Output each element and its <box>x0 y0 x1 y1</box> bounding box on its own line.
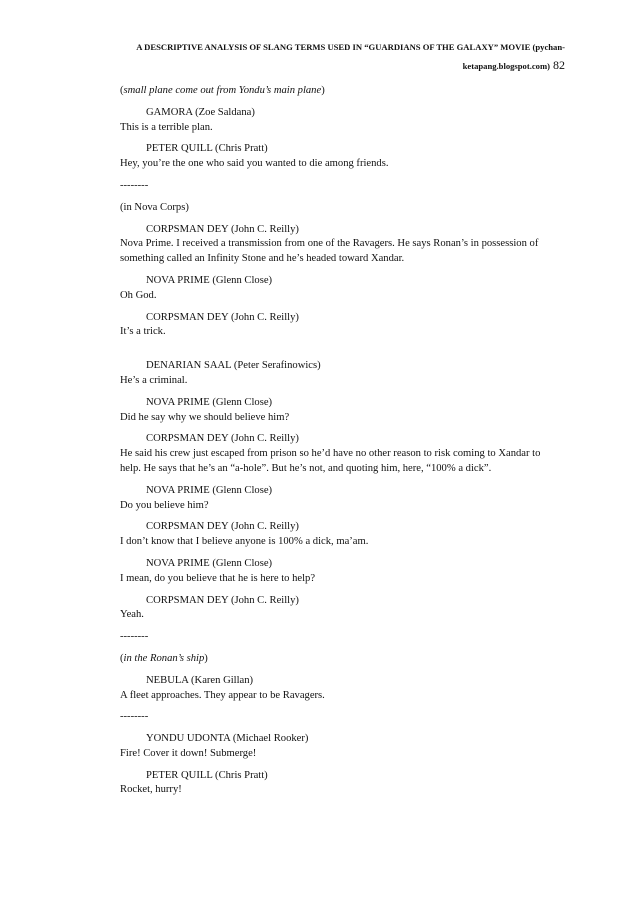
dialogue-block <box>120 674 550 704</box>
speaker-name: NOVA PRIME (Glenn Close) <box>146 484 273 496</box>
stage-direction: in the Ronan’s ship <box>123 652 205 664</box>
dialogue-block <box>120 769 550 799</box>
speaker-name: CORPSMAN DEY (John C. Reilly) <box>146 223 299 235</box>
dialogue-block <box>120 396 550 426</box>
direction-open: ( <box>120 85 124 96</box>
dialogue-block <box>120 223 550 267</box>
speaker-name: NOVA PRIME (Glenn Close) <box>146 274 273 286</box>
page-number: 82 <box>553 58 565 72</box>
stage-direction: small plane come out from Yondu’s main plane <box>123 85 322 96</box>
dialogue-block <box>120 311 550 341</box>
dialogue-block <box>120 557 550 587</box>
speaker-name: DENARIAN SAAL (Peter Serafinowics) <box>146 360 321 372</box>
header-title-line1: A DESCRIPTIVE ANALYSIS OF SLANG TERMS USED IN “GUARDIANS OF THE GALAXY” MOVIE (pychan- <box>136 42 565 52</box>
dialogue-line: A fleet approaches. They appear to be Ravagers. <box>120 689 325 701</box>
dialogue-block <box>120 432 550 476</box>
dialogue-line: Hey, you’re the one who said you wanted to die among friends. <box>120 158 389 170</box>
speaker-name: NOVA PRIME (Glenn Close) <box>146 396 273 408</box>
speaker-name: CORPSMAN DEY (John C. Reilly) <box>146 594 299 606</box>
direction-block <box>120 652 550 667</box>
dialogue-line: Nova Prime. I received a transmission from one of the Ravagers. He says Ronan’s in possession of something called an Infinity Stone and he’s headed toward Xandar. <box>120 238 539 265</box>
speaker-name: PETER QUILL (Chris Pratt) <box>146 143 268 155</box>
dialogue-block <box>120 274 550 304</box>
separator-block <box>120 630 550 645</box>
dialogue-line: I don’t know that I believe anyone is 100% a dick, ma’am. <box>120 536 369 548</box>
separator-block <box>120 179 550 194</box>
speaker-name: GAMORA (Zoe Saldana) <box>146 106 255 118</box>
dialogue-line: He said his crew just escaped from prison so he’d have no other reason to risk coming to Xandar to help. He says that he’s an “a-hole”. But he’s not, and quoting him, here, “100% a dick”. <box>120 448 541 474</box>
scene-separator: -------- <box>120 179 149 191</box>
dialogue-line: He’s a criminal. <box>120 374 188 386</box>
dialogue-block <box>120 359 550 389</box>
running-header <box>110 38 565 75</box>
speaker-name: CORPSMAN DEY (John C. Reilly) <box>146 433 299 445</box>
direction-close: ) <box>321 85 325 96</box>
dialogue-line: Rocket, hurry! <box>120 784 182 796</box>
dialogue-block <box>120 520 550 550</box>
direction-close: ) <box>204 652 208 664</box>
dialogue-line: I mean, do you believe that he is here to help? <box>120 572 316 584</box>
separator-block <box>120 710 550 725</box>
dialogue-line: Did he say why we should believe him? <box>120 411 290 423</box>
dialogue-block <box>120 484 550 514</box>
dialogue-line: Yeah. <box>120 609 144 621</box>
speaker-name: YONDU UDONTA (Michael Rooker) <box>146 733 309 745</box>
dialogue-line: Do you believe him? <box>120 499 209 511</box>
scene-separator: -------- <box>120 631 149 643</box>
dialogue-block <box>120 106 550 136</box>
dialogue-line: It’s a trick. <box>120 326 166 338</box>
speaker-name: CORPSMAN DEY (John C. Reilly) <box>146 311 299 323</box>
dialogue-line: Fire! Cover it down! Submerge! <box>120 747 257 759</box>
direction-block <box>120 84 550 99</box>
plain-block <box>120 201 550 216</box>
dialogue-block <box>120 142 550 172</box>
dialogue-block <box>120 594 550 624</box>
speaker-name: CORPSMAN DEY (John C. Reilly) <box>146 521 299 533</box>
script-body <box>120 84 550 798</box>
direction-open: ( <box>120 652 124 664</box>
scene-heading: (in Nova Corps) <box>120 201 189 213</box>
dialogue-block <box>120 732 550 762</box>
dialogue-line: Oh God. <box>120 289 157 301</box>
speaker-name: NEBULA (Karen Gillan) <box>146 674 254 686</box>
header-title-line2: ketapang.blogspot.com) <box>462 61 550 71</box>
speaker-name: PETER QUILL (Chris Pratt) <box>146 769 268 781</box>
scene-separator: -------- <box>120 711 149 723</box>
speaker-name: NOVA PRIME (Glenn Close) <box>146 557 273 569</box>
dialogue-line: This is a terrible plan. <box>120 121 213 133</box>
